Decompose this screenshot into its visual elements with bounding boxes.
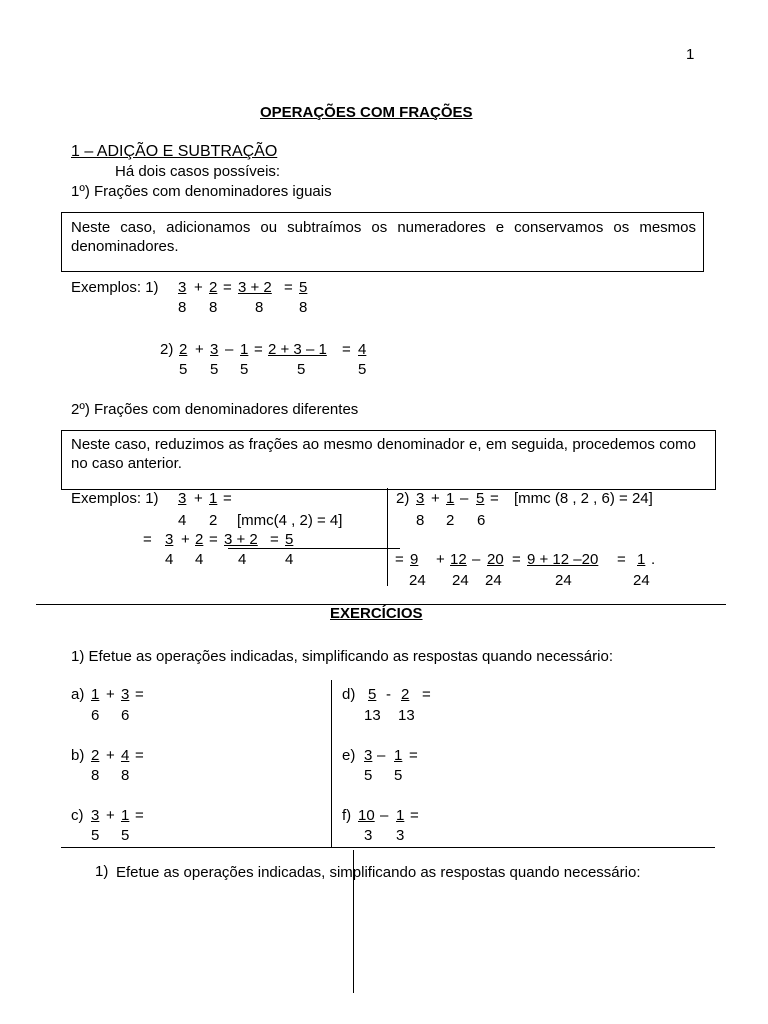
denominator: 4 xyxy=(178,512,187,529)
equals: = xyxy=(490,490,499,507)
operator: + xyxy=(436,551,445,568)
operator: + xyxy=(106,686,115,703)
operator: + xyxy=(181,531,190,548)
numerator: 1 xyxy=(91,686,100,703)
denominator: 4 xyxy=(195,551,204,568)
numerator-result: 5 xyxy=(285,531,294,548)
numerator: 3 xyxy=(91,807,100,824)
section-intro: Há dois casos possíveis: xyxy=(115,163,281,180)
denominator: 8 xyxy=(178,299,187,316)
denominator: 8 xyxy=(121,767,130,784)
equals: = xyxy=(409,747,418,764)
case1-rule-text: Neste caso, adicionamos ou subtraímos os numeradores e conservamos os mesmos denominadores. xyxy=(71,219,696,255)
numerator-sum: 3 + 2 xyxy=(224,531,258,548)
numerator-result: 1 xyxy=(637,551,646,568)
equals: = xyxy=(223,490,232,507)
denominator: 2 xyxy=(209,512,218,529)
numerator: 1 xyxy=(446,490,455,507)
operator: – xyxy=(472,551,481,568)
equals: = xyxy=(143,531,152,548)
numerator: 1 xyxy=(121,807,130,824)
numerator: 2 xyxy=(401,686,410,703)
operator: + xyxy=(195,341,204,358)
equals: = xyxy=(512,551,521,568)
equals: = xyxy=(270,531,279,548)
denominator: 24 xyxy=(452,572,469,589)
numerator: 1 xyxy=(209,490,218,507)
numerator-sum: 2 + 3 – 1 xyxy=(268,341,327,358)
numerator: 3 xyxy=(178,490,187,507)
numerator: 3 xyxy=(210,341,219,358)
denominator: 6 xyxy=(91,707,100,724)
denominator: 24 xyxy=(633,572,650,589)
denominator: 5 xyxy=(210,361,219,378)
denominator: 3 xyxy=(364,827,373,844)
denominator: 8 xyxy=(91,767,100,784)
numerator: 3 xyxy=(121,686,130,703)
denominator: 24 xyxy=(409,572,426,589)
denominator: 2 xyxy=(446,512,455,529)
denominator: 24 xyxy=(485,572,502,589)
operator: – xyxy=(380,807,389,824)
numerator-result: 5 xyxy=(299,279,308,296)
example-label: 2) xyxy=(396,490,410,507)
numerator: 3 xyxy=(416,490,425,507)
numerator: 12 xyxy=(450,551,467,568)
equals: = xyxy=(135,686,144,703)
equals: = xyxy=(410,807,419,824)
denominator: 8 xyxy=(209,299,218,316)
operator: - xyxy=(386,686,391,703)
numerator-sum: 9 + 12 –20 xyxy=(527,551,599,568)
numerator: 3 xyxy=(178,279,187,296)
item-label: c) xyxy=(71,807,84,824)
numerator: 4 xyxy=(121,747,130,764)
operator: + xyxy=(431,490,440,507)
equals: = xyxy=(422,686,431,703)
numerator: 1 xyxy=(240,341,249,358)
numerator: 5 xyxy=(368,686,377,703)
numerator: 2 xyxy=(179,341,188,358)
operator: + xyxy=(106,747,115,764)
equals: = xyxy=(223,279,232,296)
denominator: 13 xyxy=(398,707,415,724)
exercise-column-divider xyxy=(331,680,332,848)
section-heading: 1 – ADIÇÃO E SUBTRAÇÃO xyxy=(71,143,278,160)
denominator: 6 xyxy=(477,512,486,529)
exercise-question-repeat: Efetue as operações indicadas, simplificando as respostas quando necessário: xyxy=(116,864,641,881)
denominator: 4 xyxy=(165,551,174,568)
item-label: d) xyxy=(342,686,356,703)
equals: = xyxy=(209,531,218,548)
column-divider xyxy=(387,488,388,586)
operator: – xyxy=(225,341,234,358)
numerator: 1 xyxy=(394,747,403,764)
denominator: 4 xyxy=(285,551,294,568)
example-label: Exemplos: 1) xyxy=(71,490,159,507)
example-label: 2) xyxy=(160,341,174,358)
numerator: 20 xyxy=(487,551,504,568)
denominator: 3 xyxy=(396,827,405,844)
denominator: 4 xyxy=(238,551,247,568)
page-number: 1 xyxy=(686,46,695,63)
numerator: 2 xyxy=(209,279,218,296)
page-title: OPERAÇÕES COM FRAÇÕES xyxy=(260,104,473,121)
denominator: 13 xyxy=(364,707,381,724)
denominator: 5 xyxy=(240,361,249,378)
numerator: 3 xyxy=(165,531,174,548)
denominator: 5 xyxy=(91,827,100,844)
exercise-question: 1) Efetue as operações indicadas, simplificando as respostas quando necessário: xyxy=(71,648,613,665)
item-label: f) xyxy=(342,807,352,824)
denominator: 5 xyxy=(179,361,188,378)
mmc-note: [mmc (8 , 2 , 6) = 24] xyxy=(514,490,653,507)
numerator: 9 xyxy=(410,551,419,568)
item-label: b) xyxy=(71,747,85,764)
denominator: 5 xyxy=(121,827,130,844)
numerator-result: 4 xyxy=(358,341,367,358)
mmc-note: [mmc(4 , 2) = 4] xyxy=(237,512,343,529)
period: . xyxy=(651,551,656,568)
operator: + xyxy=(194,490,203,507)
operator: – xyxy=(460,490,469,507)
equals: = xyxy=(342,341,351,358)
exercises-heading: EXERCÍCIOS xyxy=(330,605,423,622)
equals: = xyxy=(617,551,626,568)
equals: = xyxy=(135,747,144,764)
operator: – xyxy=(377,747,386,764)
denominator: 24 xyxy=(555,572,572,589)
denominator: 5 xyxy=(358,361,367,378)
numerator: 3 xyxy=(364,747,373,764)
equals: = xyxy=(284,279,293,296)
item-label: a) xyxy=(71,686,85,703)
denominator: 8 xyxy=(299,299,308,316)
operator: + xyxy=(106,807,115,824)
numerator: 1 xyxy=(396,807,405,824)
case1-title: 1º) Frações com denominadores iguais xyxy=(71,183,332,200)
exercise-bottom-divider xyxy=(61,847,715,848)
case2-title: 2º) Frações com denominadores diferentes xyxy=(71,401,359,418)
denominator: 5 xyxy=(394,767,403,784)
numerator: 2 xyxy=(91,747,100,764)
case2-rule-text: Neste caso, reduzimos as frações ao mesmo denominador e, em seguida, procedemos como no caso anterior. xyxy=(71,436,696,472)
item-label: e) xyxy=(342,747,356,764)
operator: + xyxy=(194,279,203,296)
example-label: Exemplos: 1) xyxy=(71,279,159,296)
exercise-question-repeat-number: 1) xyxy=(95,863,109,880)
numerator: 2 xyxy=(195,531,204,548)
numerator: 5 xyxy=(476,490,485,507)
denominator: 6 xyxy=(121,707,130,724)
numerator: 10 xyxy=(358,807,375,824)
equals: = xyxy=(395,551,404,568)
denominator: 8 xyxy=(416,512,425,529)
denominator: 5 xyxy=(297,361,306,378)
equals: = xyxy=(254,341,263,358)
equals: = xyxy=(135,807,144,824)
denominator: 8 xyxy=(255,299,264,316)
denominator: 5 xyxy=(364,767,373,784)
numerator-sum: 3 + 2 xyxy=(238,279,272,296)
